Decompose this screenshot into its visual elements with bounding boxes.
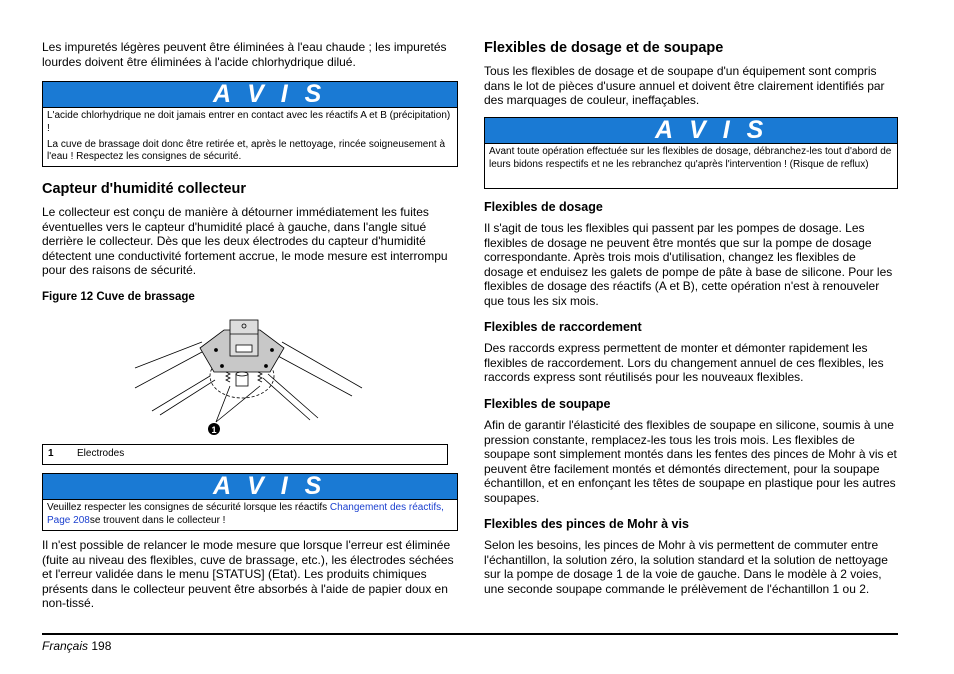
notice-text: La cuve de brassage doit donc être retirée et, après le nettoyage, rincée soigneusement à l'eau ! Respectez les consignes de sécurité. — [47, 138, 446, 163]
subsection-paragraph: Il s'agit de tous les flexibles qui passent par les pompes de dosage. Les flexibles de dosage ne peuvent être montés que sur la pompe de dosage correspondante. Après trois mois d'utilisation, changez les flexibles de dosage et enduisez les galets de pompe de pâte à base de silicone. Pour les flexibles de dosage des réactifs (A et B), cette opération n'est à renouveler que tous les six mois. — [484, 221, 893, 308]
subsection-paragraph: Selon les besoins, les pinces de Mohr à vis permettent de commuter entre l'échantillon, la solution zéro, la solution standard et la solution de nettoyage sur la pompe de dosage 1 de la voie de gauche. Dans le modèle à 2 voies, une seconde soupape commande le prélèvement de l'échantillon 1 ou 2. — [484, 538, 888, 596]
closing-paragraph: Il n'est possible de relancer le mode mesure que lorsque l'erreur est éliminée (fuite au niveau des flexibles, cuve de brassage, etc.), les électrodes séchées et l'erreur validée dans le menu [STATUS] (Etat). Les produits chimiques présents dans le collecteur peuvent être absorbés à l'aide de papier doux en non-tissé. — [42, 538, 454, 610]
notice-box-reagents — [42, 473, 458, 531]
notice-text: Veuillez respecter les consignes de sécurité lorsque les réactifs — [47, 502, 330, 513]
subsection-title: Flexibles des pinces de Mohr à vis — [484, 517, 689, 531]
notice-header: A V I S — [43, 82, 457, 108]
right-intro: Tous les flexibles de dosage et de soupape d'un équipement sont compris dans le lot de pièces d'usure annuel et doivent être clairement identifiés par des marquages de couleur, ineffaçables. — [484, 64, 885, 107]
subsection-title: Flexibles de dosage — [484, 200, 603, 214]
notice-box-hoses — [484, 117, 898, 189]
page-footer — [42, 639, 111, 654]
right-title: Flexibles de dosage et de soupape — [484, 40, 724, 56]
footer-rule — [42, 633, 898, 635]
notice-box-hcl — [42, 81, 458, 167]
subsection-paragraph: Afin de garantir l'élasticité des flexibles de soupape en silicone, soumis à une pression constante, remplacez-les tous les trois mois. Les flexibles de soupape sont simplement montés dans les fentes des pinces de Mohr à vis et peuvent être facilement montés et démontés directement, pour la soupape échantillon, et en enfonçant les têtes de soupape en plastique pour les autres soupapes. — [484, 418, 897, 505]
section-title: Capteur d'humidité collecteur — [42, 181, 247, 197]
footer-language: Français — [42, 639, 89, 653]
notice-header: A V I S — [43, 474, 457, 500]
notice-text: L'acide chlorhydrique ne doit jamais entrer en contact avec les réactifs A et B (précipitation) ! — [47, 110, 451, 134]
figure-caption: Figure 12 Cuve de brassage — [42, 291, 195, 303]
reagent-change-link[interactable]: Changement des réactifs, Page 208 — [47, 502, 444, 526]
subsection-title: Flexibles de soupape — [484, 397, 611, 411]
figure-legend — [42, 444, 448, 465]
notice-text: se trouvent dans le collecteur ! — [89, 514, 226, 526]
subsection-paragraph: Des raccords express permettent de monter et démonter rapidement les flexibles de raccordement. Lors du changement annuel de ces flexibles, les raccords express sont réutilisés pour les nouveaux flexibles. — [484, 341, 884, 384]
legend-number: 1 — [48, 448, 54, 459]
legend-label: Electrodes — [77, 448, 125, 459]
subsection-title: Flexibles de raccordement — [484, 320, 642, 334]
stirring-vessel-figure — [130, 316, 370, 438]
intro-paragraph: Les impuretés légères peuvent être éliminées à l'eau chaude ; les impuretés lourdes doivent être éliminées à l'acide chlorhydrique dilué. — [42, 40, 447, 69]
notice-text: Avant toute opération effectuée sur les flexibles de dosage, débranchez-les tout d'abord de leurs bidons respectifs et ne les rebranchez qu'après l'intervention ! (Risque de reflux) — [489, 146, 892, 170]
page-number: 198 — [91, 639, 112, 653]
notice-header: A V I S — [485, 118, 897, 144]
callout-number: 1 — [211, 425, 217, 435]
section-paragraph: Le collecteur est conçu de manière à détourner immédiatement les fuites éventuelles vers le capteur d'humidité placé à gauche, dans l'angle situé derrière le collecteur. Dès que les deux électrodes du capteur d'humidité détectent une conductivité fortement accrue, le mode mesure est interrompu pour des raisons de sécurité. — [42, 205, 448, 277]
